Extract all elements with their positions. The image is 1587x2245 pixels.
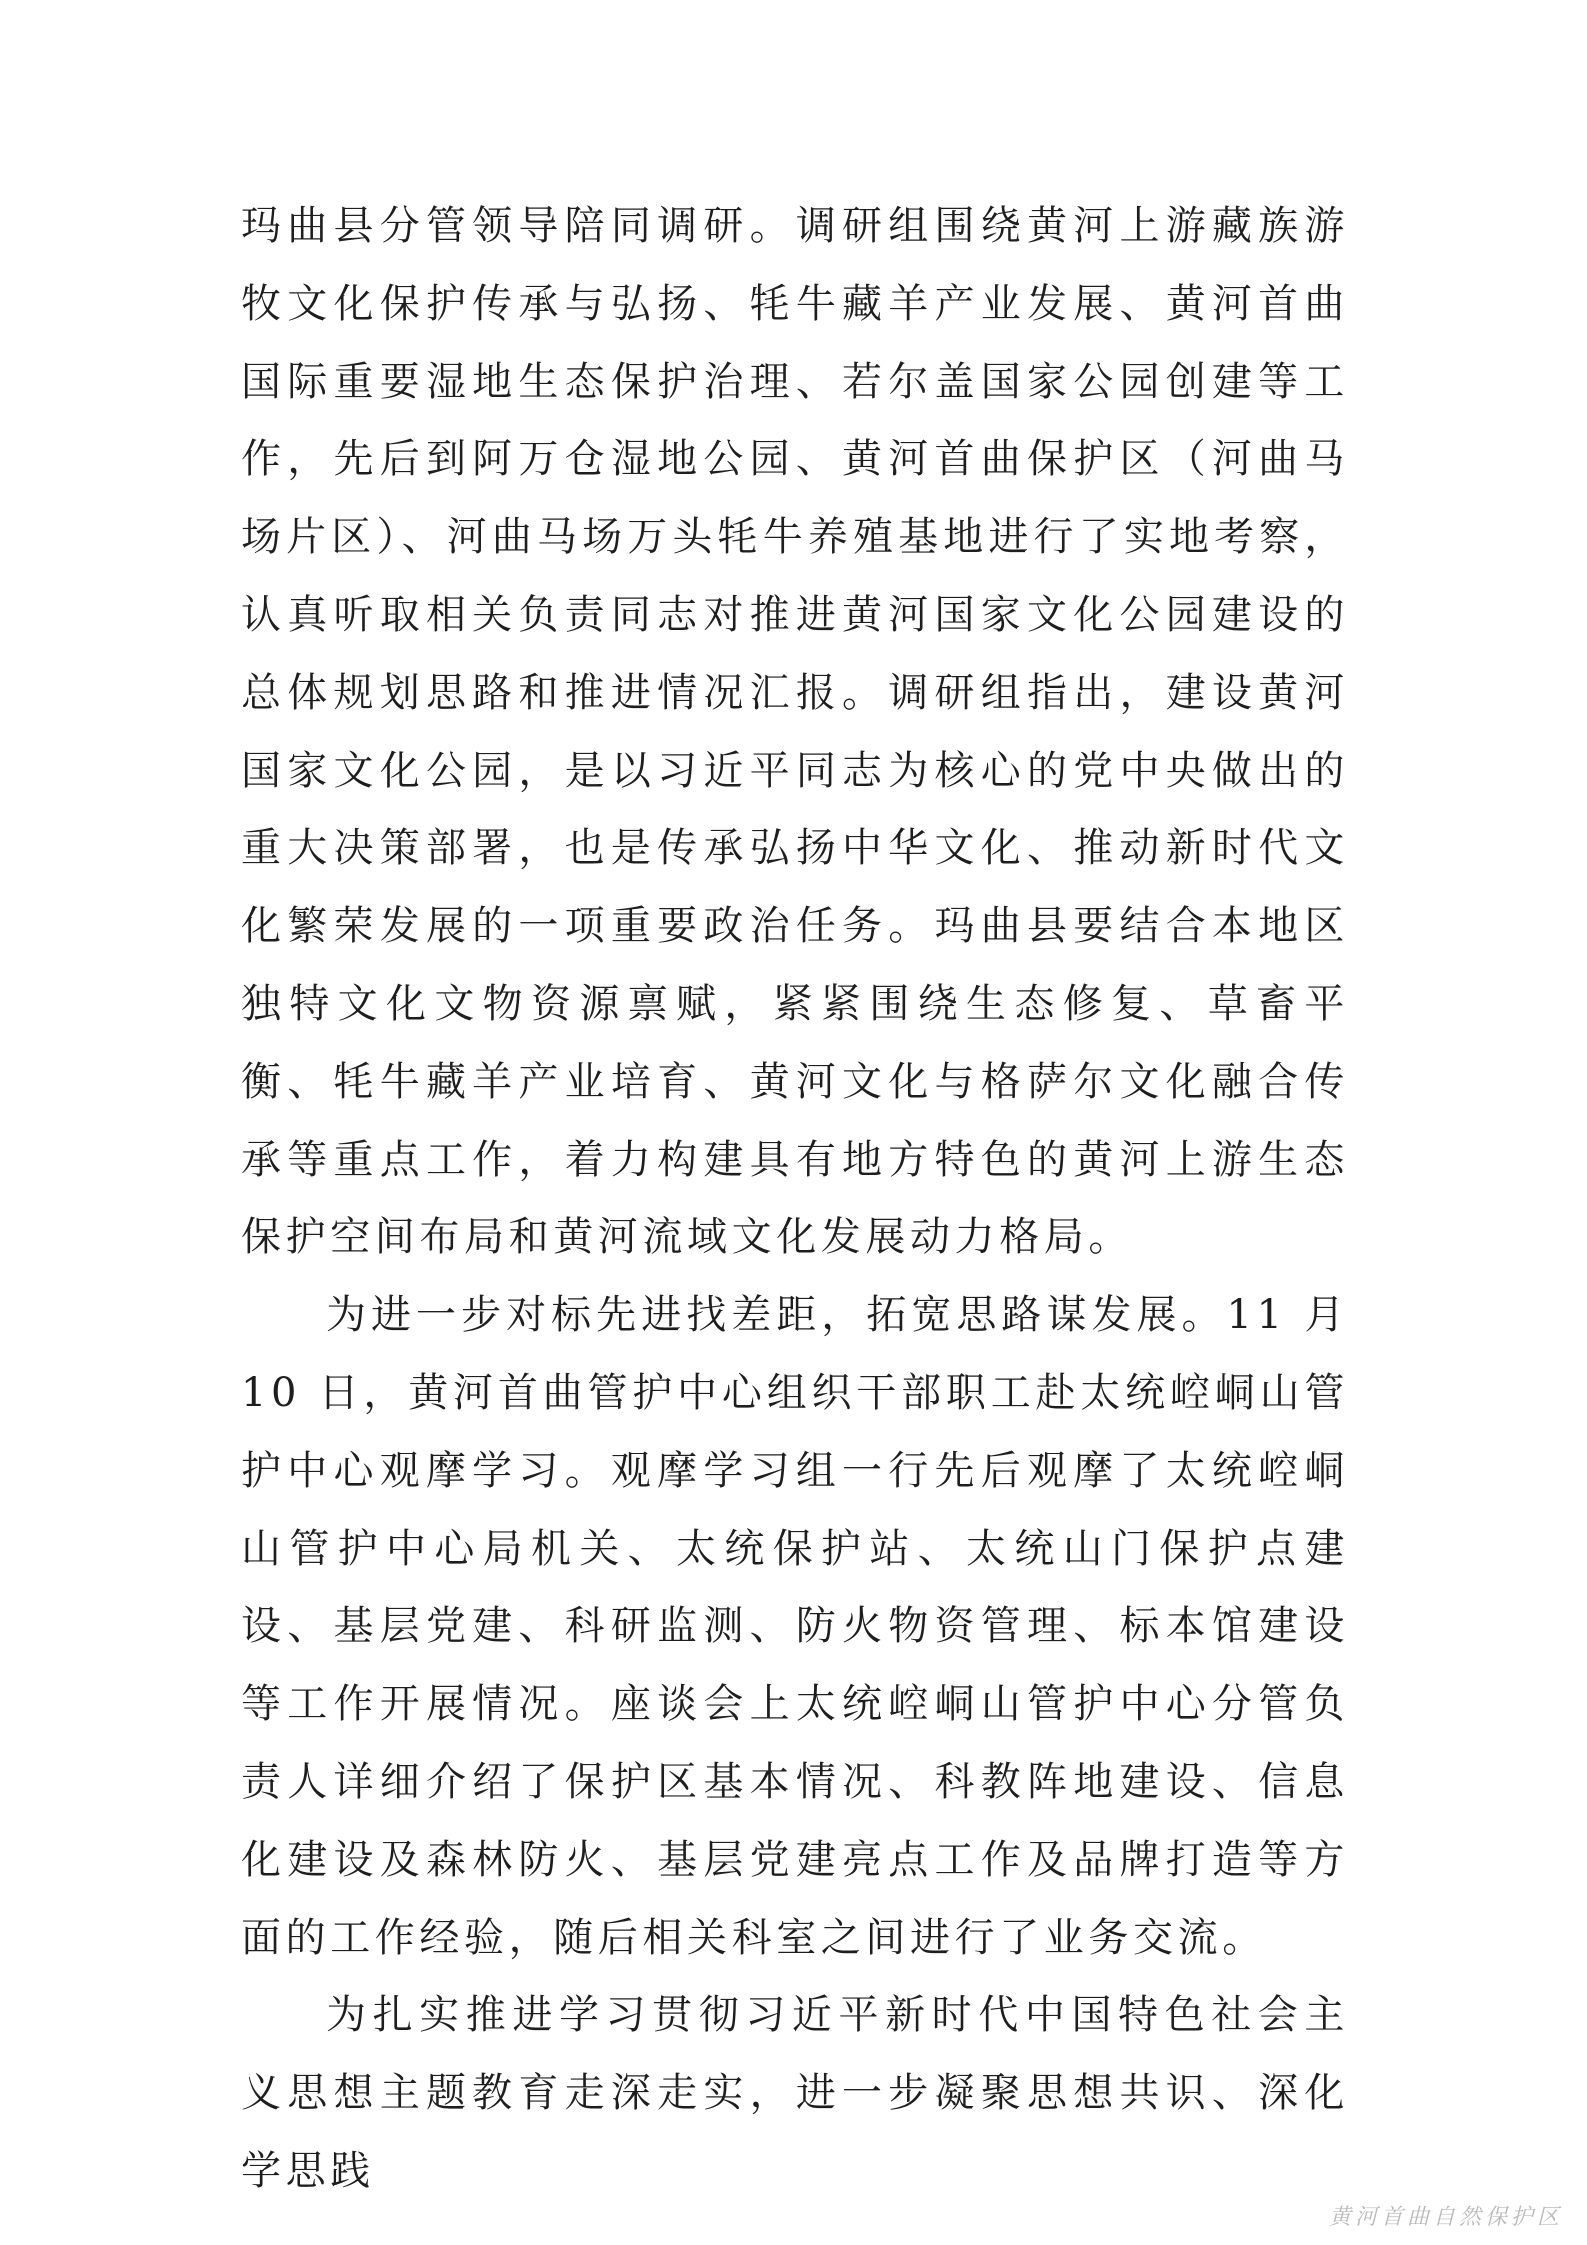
paragraph-theme-education: 为扎实推进学习贯彻习近平新时代中国特色社会主义思想主题教育走深走实，进一步凝聚思想共识、深化学思践	[241, 1992, 1349, 2194]
watermark-text: 黄河首曲自然保护区	[1328, 2205, 1563, 2230]
document-body	[241, 188, 1349, 2211]
paragraph-research-visit: 玛曲县分管领导陪同调研。调研组围绕黄河上游藏族游牧文化保护传承与弘扬、牦牛藏羊产业发展、黄河首曲国际重要湿地生态保护治理、若尔盖国家公园创建等工作，先后到阿万仓湿地公园、黄河首曲保护区（河曲马场片区）、河曲马场万头牦牛养殖基地进行了实地考察，认真听取相关负责同志对推进黄河国家文化公园建设的总体规划思路和推进情况汇报。调研组指出，建设黄河国家文化公园，是以习近平同志为核心的党中央做出的重大决策部署，也是传承弘扬中华文化、推动新时代文化繁荣发展的一项重要政治任务。玛曲县要结合本地区独特文化文物资源禀赋，紧紧围绕生态修复、草畜平衡、牦牛藏羊产业培育、黄河文化与格萨尔文化融合传承等重点工作，着力构建具有地方特色的黄河上游生态保护空间布局和黄河流域文化发展动力格局。	[241, 203, 1349, 1261]
paragraph-observation-study: 为进一步对标先进找差距，拓宽思路谋发展。11 月 10 日，黄河首曲管护中心组织干部职工赴太统崆峒山管护中心观摩学习。观摩学习组一行先后观摩了太统崆峒山管护中心局机关、太统保护站、太统山门保护点建设、基层党建、科研监测、防火物资管理、标本馆建设等工作开展情况。座谈会上太统崆峒山管护中心分管负责人详细介绍了保护区基本情况、科教阵地建设、信息化建设及森林防火、基层党建亮点工作及品牌打造等方面的工作经验，随后相关科室之间进行了业务交流。	[241, 1292, 1349, 1961]
